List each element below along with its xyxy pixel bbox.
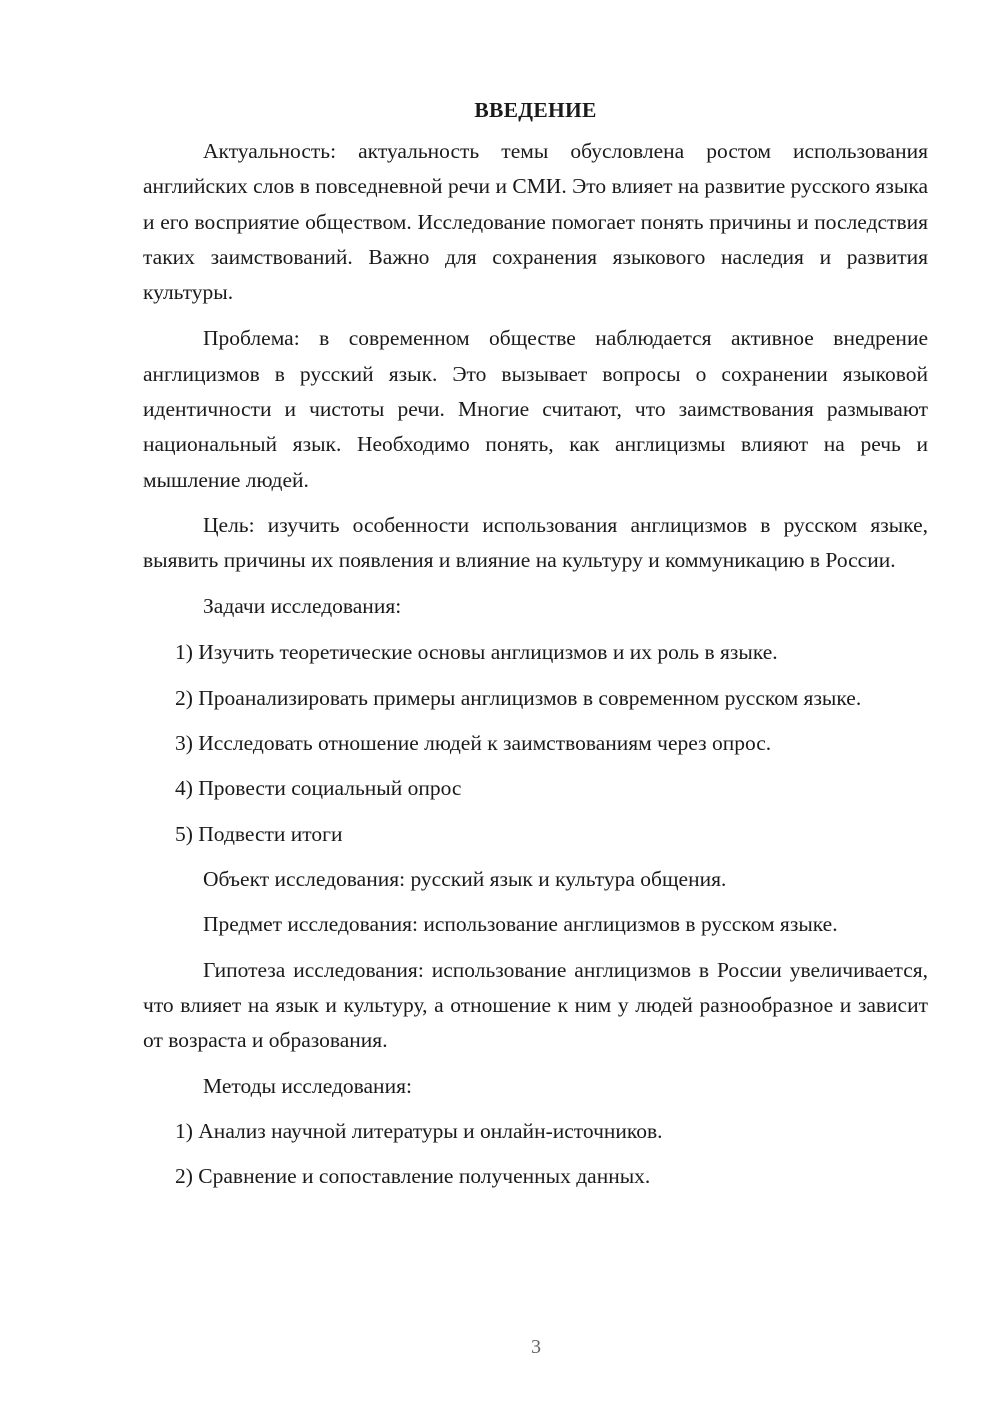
goal-paragraph: Цель: изучить особенности использования англицизмов в русском языке, выявить причины их появления и влияние на культуру и коммуникацию в России. [143,512,928,573]
task-item-2: 2) Проанализировать примеры англицизмов в современном русском языке. [175,685,862,710]
page-number: 3 [531,1336,541,1358]
object-paragraph: Объект исследования: русский язык и культура общения. [203,867,727,892]
document-body [143,92,928,1194]
problem-paragraph: Проблема: в современном обществе наблюдается активное внедрение англицизмов в русский язык. Это вызывает вопросы о сохранении языковой идентичности и чистоты речи. Многие считают, что заимствования размывают национальный язык. Необходимо понять, как англицизмы влияют на речь и мышление людей. [143,326,928,492]
method-item-2: 2) Сравнение и сопоставление полученных данных. [175,1163,651,1188]
method-item-1: 1) Анализ научной литературы и онлайн-источников. [175,1118,663,1143]
tasks-heading: Задачи исследования: [203,593,402,618]
page-title: ВВЕДЕНИЕ [474,98,597,122]
task-item-5: 5) Подвести итоги [175,821,343,846]
methods-heading: Методы исследования: [203,1073,412,1098]
task-item-4: 4) Провести социальный опрос [175,776,462,801]
actuality-paragraph: Актуальность: актуальность темы обусловлена ростом использования английских слов в повседневной речи и СМИ. Это влияет на развитие русского языка и его восприятие обществом. Исследование помогает понять причины и последствия таких заимствований. Важно для сохранения языкового наследия и развития культуры. [143,139,928,305]
hypothesis-paragraph: Гипотеза исследования: использование англицизмов в России увеличивается, что влияет на язык и культуру, а отношение к ним у людей разнообразное и зависит от возраста и образования. [143,957,928,1053]
subject-paragraph: Предмет исследования: использование англицизмов в русском языке. [203,912,838,937]
task-item-3: 3) Исследовать отношение людей к заимствованиям через опрос. [175,731,772,756]
task-item-1: 1) Изучить теоретические основы англицизмов и их роль в языке. [175,639,778,664]
